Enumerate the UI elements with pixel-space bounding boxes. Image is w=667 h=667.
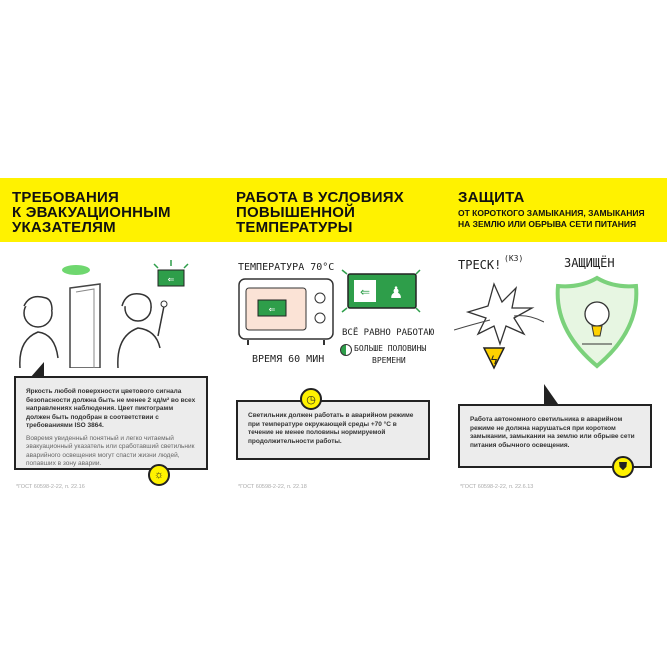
people-illustration [0, 248, 222, 368]
info-text: Светильник должен работать в аварийном режиме при температуре окружающей среды +70 °С в течение не менее половины нормируемой продолжительности работы. [248, 412, 414, 445]
svg-text:⇐: ⇐ [167, 275, 175, 284]
panel-title: ЗАЩИТА [458, 189, 525, 206]
svg-text:⇐: ⇐ [268, 305, 276, 314]
clock-icon: ◷ [300, 388, 322, 410]
gost-reference: *ГОСТ 60598-2-22, п. 22.16 [16, 484, 85, 490]
spark-illustration [454, 274, 544, 374]
protected-label: ЗАЩИЩЁН [564, 256, 615, 270]
panel-temperature [222, 178, 444, 498]
crack-label: ТРЕСК! [458, 258, 502, 272]
svg-text:ϟ: ϟ [490, 353, 498, 367]
microwave-illustration [238, 278, 334, 346]
panel-requirements [0, 178, 222, 498]
panel-subtitle: ОТ КОРОТКОГО ЗАМЫКАНИЯ, ЗАМЫКАНИЯ НА ЗЕМЛЮ ИЛИ ОБРЫВА СЕТИ ПИТАНИЯ [458, 208, 645, 229]
panel-title: ТРЕБОВАНИЯ К ЭВАКУАЦИОННЫМ УКАЗАТЕЛЯМ [12, 189, 171, 236]
svg-text:⇐: ⇐ [359, 285, 371, 299]
panel-protection [444, 178, 666, 498]
panel-title: РАБОТА В УСЛОВИЯХ ПОВЫШЕННОЙ ТЕМПЕРАТУРЫ [236, 189, 404, 236]
half-circle-icon [340, 344, 352, 356]
gost-reference: *ГОСТ 60598-2-22, п. 22.18 [238, 484, 307, 490]
shield-illustration [552, 274, 642, 370]
gost-reference: *ГОСТ 60598-2-22, п. 22.6.13 [460, 484, 534, 490]
sun-icon: ☼ [148, 464, 170, 486]
half-time-label-1: БОЛЬШЕ ПОЛОВИНЫ [354, 344, 427, 353]
info-box [14, 376, 208, 470]
svg-text:♟: ♟ [388, 285, 404, 302]
info-note: Вовремя увиденный понятный и легко читаемый эвакуационный указатель или сработавший светильник аварийного освещения могут спасти жизни людей, попавших в зону аварии. [26, 434, 195, 467]
exit-sign-illustration [340, 266, 424, 316]
info-text: Работа автономного светильника в аварийном режиме не должна нарушаться при коротком замыкании, замыкании на землю или обрыве сети питания обычного освещения. [470, 416, 635, 449]
shield-icon: ⛊ [612, 456, 634, 478]
temperature-label: ТЕМПЕРАТУРА 70°С [238, 262, 335, 273]
still-works-label: ВСЁ РАВНО РАБОТАЮ [342, 328, 435, 338]
info-box [236, 400, 430, 460]
time-label: ВРЕМЯ 60 МИН [252, 354, 325, 365]
half-time-label-2: ВРЕМЕНИ [372, 356, 406, 365]
short-circuit-label: (КЗ) [504, 254, 524, 263]
info-text: Яркость любой поверхности цветового сигнала безопасности должна быть не менее 2 кд/м² во всех направлениях наблюдения. Цвет пиктограмм должен быть подобран в соответствии с требованиями ISO 3864. [26, 388, 196, 429]
